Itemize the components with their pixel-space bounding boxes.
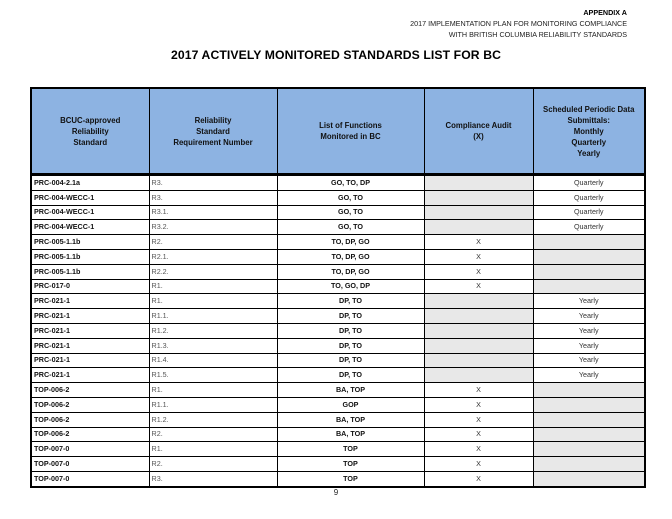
cell-functions: TO, DP, GO [277, 264, 424, 279]
cell-periodic-submittal [533, 427, 645, 442]
cell-functions: TOP [277, 457, 424, 472]
cell-requirement: R1.2. [149, 323, 277, 338]
cell-periodic-submittal [533, 457, 645, 472]
cell-periodic-submittal: Yearly [533, 309, 645, 324]
table-body [31, 175, 645, 487]
cell-requirement: R3. [149, 175, 277, 191]
cell-compliance-audit: X [424, 249, 533, 264]
cell-requirement: R1. [149, 383, 277, 398]
cell-functions: GOP [277, 397, 424, 412]
cell-standard: PRC-021-1 [31, 368, 149, 383]
cell-periodic-submittal [533, 279, 645, 294]
cell-standard: TOP-006-2 [31, 383, 149, 398]
standards-table [30, 87, 646, 488]
page-number: 9 [333, 488, 339, 497]
table-row [31, 323, 645, 338]
cell-requirement: R3. [149, 190, 277, 205]
header-text-line: BCUC-approved [60, 115, 121, 125]
cell-requirement: R2. [149, 235, 277, 250]
header-text-line: Standard [73, 137, 108, 147]
cell-periodic-submittal [533, 235, 645, 250]
table-row [31, 353, 645, 368]
cell-standard: TOP-006-2 [31, 397, 149, 412]
cell-compliance-audit: X [424, 471, 533, 486]
cell-periodic-submittal: Quarterly [533, 220, 645, 235]
cell-functions: GO, TO [277, 190, 424, 205]
table-row [31, 294, 645, 309]
cell-standard: PRC-005-1.1b [31, 249, 149, 264]
cell-standard: PRC-005-1.1b [31, 264, 149, 279]
cell-standard: PRC-021-1 [31, 309, 149, 324]
header-text-line: Reliability [71, 126, 109, 136]
appendix-label: APPENDIX A [583, 8, 627, 17]
cell-periodic-submittal [533, 249, 645, 264]
header-text-line: Compliance Audit [445, 121, 512, 130]
cell-periodic-submittal [533, 383, 645, 398]
cell-requirement: R1.4. [149, 353, 277, 368]
table-row [31, 279, 645, 294]
cell-compliance-audit: X [424, 442, 533, 457]
header-line-2: WITH BRITISH COLUMBIA RELIABILITY STANDARDS [448, 30, 627, 39]
header-text-line: Yearly [577, 148, 601, 158]
table-row [31, 442, 645, 457]
cell-functions: BA, TOP [277, 383, 424, 398]
cell-compliance-audit [424, 353, 533, 368]
cell-standard: TOP-006-2 [31, 412, 149, 427]
cell-standard: TOP-006-2 [31, 427, 149, 442]
cell-functions: DP, TO [277, 338, 424, 353]
cell-functions: DP, TO [277, 323, 424, 338]
cell-standard: PRC-004-WECC-1 [31, 190, 149, 205]
cell-periodic-submittal: Quarterly [533, 190, 645, 205]
cell-requirement: R1.3. [149, 338, 277, 353]
cell-functions: TOP [277, 442, 424, 457]
cell-functions: BA, TOP [277, 427, 424, 442]
header-standard [31, 88, 149, 175]
header-text-line: Quarterly [571, 137, 607, 147]
table-row [31, 220, 645, 235]
cell-requirement: R1. [149, 279, 277, 294]
cell-compliance-audit: X [424, 412, 533, 427]
cell-requirement: R1. [149, 442, 277, 457]
cell-functions: TO, GO, DP [277, 279, 424, 294]
cell-periodic-submittal: Yearly [533, 353, 645, 368]
cell-requirement: R1. [149, 294, 277, 309]
cell-periodic-submittal [533, 471, 645, 486]
cell-functions: DP, TO [277, 353, 424, 368]
table-row [31, 175, 645, 191]
header-line-1: 2017 IMPLEMENTATION PLAN FOR MONITORING COMPLIANCE [410, 19, 627, 28]
cell-compliance-audit: X [424, 457, 533, 472]
header-audit [424, 88, 533, 175]
table-row [31, 397, 645, 412]
cell-standard: PRC-004-WECC-1 [31, 220, 149, 235]
cell-compliance-audit [424, 205, 533, 220]
header-text-line: Standard [196, 126, 230, 136]
cell-periodic-submittal [533, 397, 645, 412]
cell-functions: GO, TO, DP [277, 175, 424, 191]
cell-standard: PRC-004-2.1a [31, 175, 149, 191]
cell-requirement: R2.1. [149, 249, 277, 264]
cell-standard: PRC-004-WECC-1 [31, 205, 149, 220]
header-text-line: Reliability [194, 115, 232, 125]
cell-periodic-submittal [533, 442, 645, 457]
cell-periodic-submittal: Yearly [533, 323, 645, 338]
header-periodic [533, 88, 645, 175]
cell-compliance-audit [424, 190, 533, 205]
cell-periodic-submittal: Yearly [533, 338, 645, 353]
cell-functions: DP, TO [277, 368, 424, 383]
table-row [31, 457, 645, 472]
cell-requirement: R2. [149, 457, 277, 472]
table-row [31, 338, 645, 353]
cell-compliance-audit [424, 294, 533, 309]
cell-requirement: R3. [149, 471, 277, 486]
header-text-line: List of Functions [319, 121, 382, 130]
cell-requirement: R2.2. [149, 264, 277, 279]
header-text-line: Monthly [573, 126, 604, 136]
header-text-line: Scheduled Periodic Data [543, 104, 635, 114]
cell-functions: GO, TO [277, 220, 424, 235]
cell-standard: PRC-017-0 [31, 279, 149, 294]
document-header [410, 7, 627, 40]
cell-requirement: R1.1. [149, 397, 277, 412]
cell-functions: BA, TOP [277, 412, 424, 427]
cell-compliance-audit [424, 323, 533, 338]
cell-functions: DP, TO [277, 309, 424, 324]
header-text-line: Monitored in BC [320, 132, 381, 141]
table-row [31, 412, 645, 427]
cell-functions: TOP [277, 471, 424, 486]
cell-compliance-audit [424, 368, 533, 383]
cell-functions: GO, TO [277, 205, 424, 220]
table-row [31, 383, 645, 398]
cell-periodic-submittal: Yearly [533, 368, 645, 383]
header-text-line: (X) [473, 132, 484, 141]
header-text-line: Requirement Number [173, 137, 253, 147]
cell-requirement: R3.2. [149, 220, 277, 235]
cell-functions: TO, DP, GO [277, 235, 424, 250]
table-row [31, 309, 645, 324]
cell-compliance-audit [424, 338, 533, 353]
table-row [31, 368, 645, 383]
cell-standard: PRC-021-1 [31, 338, 149, 353]
cell-compliance-audit: X [424, 264, 533, 279]
cell-periodic-submittal: Yearly [533, 294, 645, 309]
cell-periodic-submittal: Quarterly [533, 175, 645, 191]
cell-standard: PRC-021-1 [31, 323, 149, 338]
cell-functions: TO, DP, GO [277, 249, 424, 264]
cell-compliance-audit: X [424, 397, 533, 412]
table-header-row [31, 88, 645, 175]
table-row [31, 249, 645, 264]
cell-standard: TOP-007-0 [31, 442, 149, 457]
table-row [31, 471, 645, 486]
cell-standard: TOP-007-0 [31, 457, 149, 472]
table-row [31, 264, 645, 279]
header-text-line: Submittals: [567, 115, 610, 125]
header-functions [277, 88, 424, 175]
cell-compliance-audit [424, 220, 533, 235]
cell-standard: TOP-007-0 [31, 471, 149, 486]
cell-requirement: R3.1. [149, 205, 277, 220]
cell-compliance-audit [424, 309, 533, 324]
cell-requirement: R1.5. [149, 368, 277, 383]
cell-requirement: R1.2. [149, 412, 277, 427]
table-row [31, 190, 645, 205]
table-row [31, 427, 645, 442]
page-title: 2017 ACTIVELY MONITORED STANDARDS LIST FOR BC [171, 48, 501, 62]
cell-compliance-audit: X [424, 383, 533, 398]
cell-compliance-audit: X [424, 427, 533, 442]
cell-requirement: R2. [149, 427, 277, 442]
cell-standard: PRC-021-1 [31, 353, 149, 368]
cell-standard: PRC-021-1 [31, 294, 149, 309]
cell-compliance-audit: X [424, 279, 533, 294]
cell-standard: PRC-005-1.1b [31, 235, 149, 250]
cell-compliance-audit [424, 175, 533, 191]
table-row [31, 205, 645, 220]
cell-periodic-submittal: Quarterly [533, 205, 645, 220]
cell-requirement: R1.1. [149, 309, 277, 324]
cell-periodic-submittal [533, 412, 645, 427]
cell-compliance-audit: X [424, 235, 533, 250]
header-requirement [149, 88, 277, 175]
table-row [31, 235, 645, 250]
cell-periodic-submittal [533, 264, 645, 279]
cell-functions: DP, TO [277, 294, 424, 309]
